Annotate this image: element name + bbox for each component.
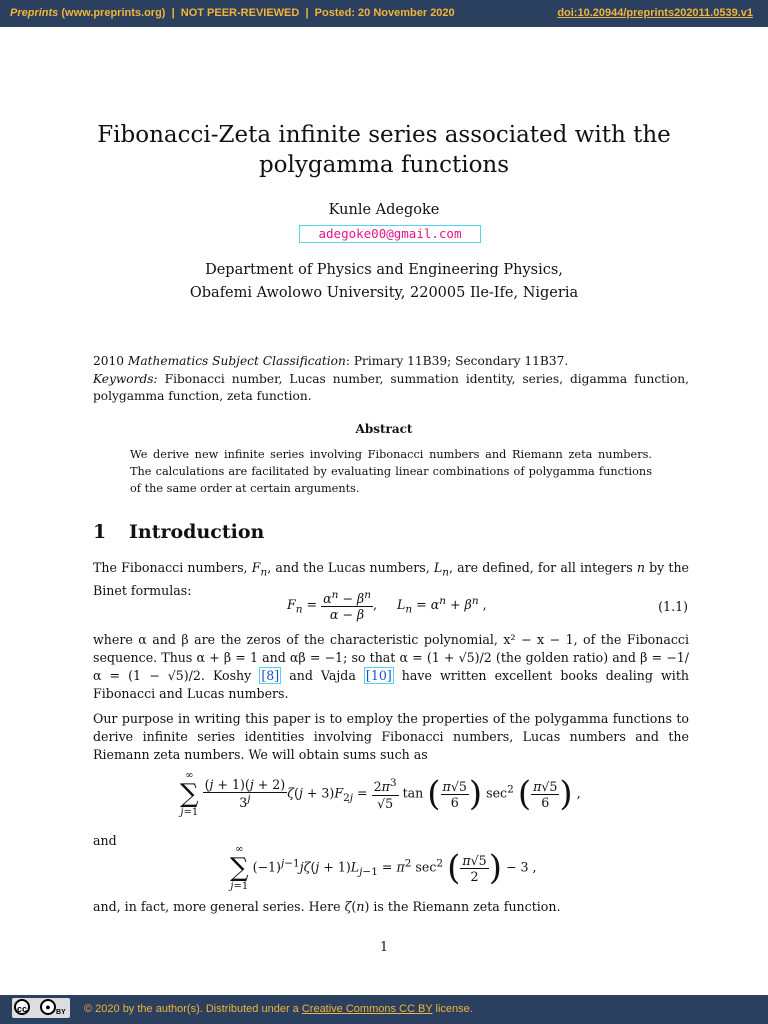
keywords [93, 371, 689, 405]
p2-text-b: and Vajda [281, 668, 364, 683]
equation-sum-2: ∞ ∑ j=1 $(-1)^{j-1}j\zeta(j + 1)L_{j-1} = \pi^2$ $\sec^2$ ( $\frac{\pi√5}{2}$ ) − 3 , [230, 844, 537, 892]
paper-title [0, 120, 768, 180]
citation-link-10[interactable]: [10] [365, 668, 392, 683]
title-line-2: polygamma functions [258, 152, 510, 178]
title-line-1: Fibonacci-Zeta infinite series associated with the [97, 122, 671, 148]
abstract-body: We derive new infinite series involving Fibonacci numbers and Riemann zeta numbers. The calculations are facilitated by evaluating linear combinations of polygamma functions of the same order at certain arguments. [130, 448, 652, 495]
section-heading [93, 521, 264, 543]
license-suffix: license. [432, 1003, 473, 1015]
posted-date: Posted: 20 November 2020 [314, 7, 455, 19]
brand-name: Preprints [10, 7, 59, 19]
license-footer [0, 995, 768, 1024]
doi-link[interactable]: doi:10.20944/preprints202011.0539.v1 [557, 7, 753, 19]
preprint-header-bar [0, 0, 768, 27]
equation-sum-1: ∞ ∑ j=1 $\frac{(j + 1)(j + 2)}{3^j}$ $\zeta(j + 3)F_{2j}$ = $\frac{2\pi^3}{√5}$ tan ( $\frac{\pi√5}{6}$ ) $\sec^2$ ( $\frac{\pi√5}{6}$ ) , [180, 770, 581, 818]
equation-number: (1.1) [658, 599, 688, 614]
msc-label: Mathematics Subject Classification [127, 354, 346, 368]
paragraph-4: and, in fact, more general series. Here ζ(n) is the Riemann zeta function. [93, 899, 561, 914]
section-number: 1 [93, 521, 107, 543]
license-text [84, 1003, 473, 1015]
msc-prefix: 2010 [93, 354, 128, 368]
p4-text-a: and, in fact, more general series. Here [93, 899, 345, 914]
msc-value: : Primary 11B39; Secondary 11B37. [345, 354, 569, 368]
msc-classification [93, 353, 689, 370]
license-prefix: © 2020 by the author(s). Distributed under a [84, 1003, 302, 1015]
p2-text-c: have written excellent books dealing with Fibonacci and Lucas numbers. [93, 668, 689, 701]
keywords-label: Keywords: [93, 372, 158, 386]
section-title: Introduction [129, 521, 265, 543]
affiliation-line-1: Department of Physics and Engineering Physics, [205, 262, 563, 278]
review-status: NOT PEER-REVIEWED [180, 7, 300, 19]
header-info: Preprints (www.preprints.org) | NOT PEER-REVIEWED | Posted: 20 November 2020 [10, 7, 455, 19]
p4-text-b: is the Riemann zeta function. [369, 899, 561, 914]
person-icon: ● [40, 999, 56, 1015]
cc-by-badge-icon[interactable] [12, 998, 70, 1018]
and-text: and [93, 833, 117, 848]
license-link[interactable]: Creative Commons CC BY [301, 1003, 433, 1015]
affiliation [0, 259, 768, 305]
abstract-heading: Abstract [355, 422, 413, 436]
by-icon: BY [56, 1009, 66, 1016]
affiliation-line-2: Obafemi Awolowo University, 220005 Ile-Ife, Nigeria [189, 285, 579, 301]
paragraph-1: The Fibonacci numbers, $F_n$, and the Lucas numbers, $L_n$, are defined, for all integers n by the Binet formulas: [93, 560, 690, 598]
paragraph-3: Our purpose in writing this paper is to employ the properties of the polygamma functions to derive infinite series identities involving Fibonacci numbers, Lucas numbers and the Riemann zeta numbers. We will obtain sums such as [93, 711, 689, 762]
paragraph-2 [93, 631, 689, 703]
cc-icon: cc [14, 999, 30, 1015]
author-email-link[interactable]: adegoke00@gmail.com [299, 225, 481, 243]
equation-binet: $F_n$ = $\frac{\alpha^n - \beta^n}{\alpha - \beta}$ , $L_n = \alpha^n + \beta^n$ , [287, 589, 487, 623]
keywords-value: Fibonacci number, Lucas number, summation identity, series, digamma function, polygamma function, zeta function. [93, 372, 689, 403]
p1-text-d: by the Binet formulas: [93, 560, 690, 598]
author-name: Kunle Adegoke [328, 202, 440, 218]
citation-link-8[interactable]: [8] [261, 668, 280, 683]
p1-text-b: , and the Lucas numbers, [267, 560, 434, 575]
site-url[interactable]: (www.preprints.org) [58, 7, 166, 19]
p1-text-c: , are defined, for all integers [449, 560, 637, 575]
p2-text-a: where α and β are the zeros of the characteristic polynomial, x² − x − 1, of the Fibonacci sequence. Thus α + β = 1 and αβ = −1; so that α = (1 + √5)/2 (the golden ratio) and β = −1/α = (1 − √5)/2. Koshy [93, 632, 689, 683]
page-number: 1 [379, 939, 388, 954]
p1-text-a: The Fibonacci numbers, [93, 560, 252, 575]
